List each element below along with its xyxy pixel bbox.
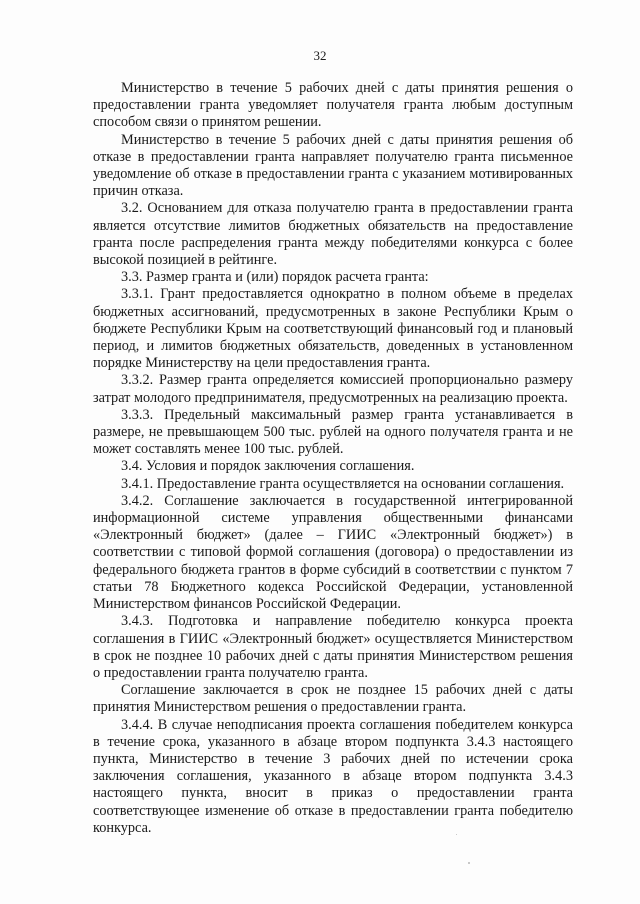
scan-speck: [468, 862, 470, 864]
paragraph-3-4-1: 3.4.1. Предоставление гранта осуществляется на основании соглашения.: [121, 475, 565, 492]
paragraph-notification-decision: Министерство в течение 5 рабочих дней с даты принятия решения о предоставлении гранта уведомляет получателя гранта любым доступным способом связи о принятом решении.: [93, 80, 573, 131]
paragraph-3-3-3: 3.3.3. Предельный максимальный размер гранта устанавливается в размере, не превышающем 500 тыс. рублей на одного получателя гранта и не может составлять менее 100 тыс. рублей.: [93, 406, 573, 458]
paragraph-3-4-4: 3.4.4. В случае неподписания проекта соглашения победителем конкурса в течение срока, указанного в абзаце втором подпункта 3.4.3 настоящего пункта, Министерство в течение 3 рабочих дней по истечении срока заключения соглашения, указанного в абзаце втором подпункта 3.4.3 настоящего пункта, вносит в приказ о предоставлении гранта соответствующее изменение об отказе в предоставлении гранта победителю конкурса.: [93, 716, 573, 836]
paragraph-3-4-2: 3.4.2. Соглашение заключается в государственной интегрированной информационной системе управления общественными финансами «Электронный бюджет» (далее – ГИИС «Электронный бюджет») в соответствии с типовой формой соглашения (договора) о предоставлении из федерального бюджета грантов в форме субсидий в соответствии с пунктом 7 статьи 78 Бюджетного кодекса Российской Федерации, установленной Министерством финансов Российской Федерации.: [93, 492, 573, 613]
paragraph-agreement-deadline: Соглашение заключается в срок не позднее 15 рабочих дней с даты принятия Министерством решения о предоставлении гранта.: [93, 682, 573, 716]
page-number: 32: [313, 48, 327, 63]
paragraph-3-3-1: 3.3.1. Грант предоставляется однократно в полном объеме в пределах бюджетных ассигнований, предусмотренных в законе Республики Крым о бюджете Республики Крым на соответствующий финансовый год и плановый период, и лимитов бюджетных обязательств, доведенных в установленном порядке Министерству на цели предоставления гранта.: [93, 286, 573, 372]
paragraph-notification-refusal: Министерство в течение 5 рабочих дней с даты принятия решения об отказе в предоставлении гранта направляет получателю гранта письменное уведомление об отказе в предоставлении гранта с указанием мотивированных причин отказа.: [93, 131, 573, 200]
paragraph-3-2: 3.2. Основанием для отказа получателю гранта в предоставлении гранта является отсутствие лимитов бюджетных обязательств на предоставление гранта после распределения гранта между победителями конкурса с более высокой позицией в рейтинге.: [93, 200, 573, 269]
paragraph-3-4-3: 3.4.3. Подготовка и направление победителю конкурса проекта соглашения в ГИИС «Электронный бюджет» осуществляется Министерством в срок не позднее 10 рабочих дней с даты принятия Министерством решения о предоставлении гранта получателю гранта.: [93, 613, 573, 681]
scan-speck: [456, 834, 457, 835]
paragraph-3-3: 3.3. Размер гранта и (или) порядок расчета гранта:: [121, 269, 429, 286]
document-body: [93, 80, 573, 837]
paragraph-3-4: 3.4. Условия и порядок заключения соглашения.: [121, 458, 415, 475]
paragraph-3-3-2: 3.3.2. Размер гранта определяется комиссией пропорционально размеру затрат молодого предпринимателя, предусмотренных на реализацию проекта.: [93, 372, 573, 406]
